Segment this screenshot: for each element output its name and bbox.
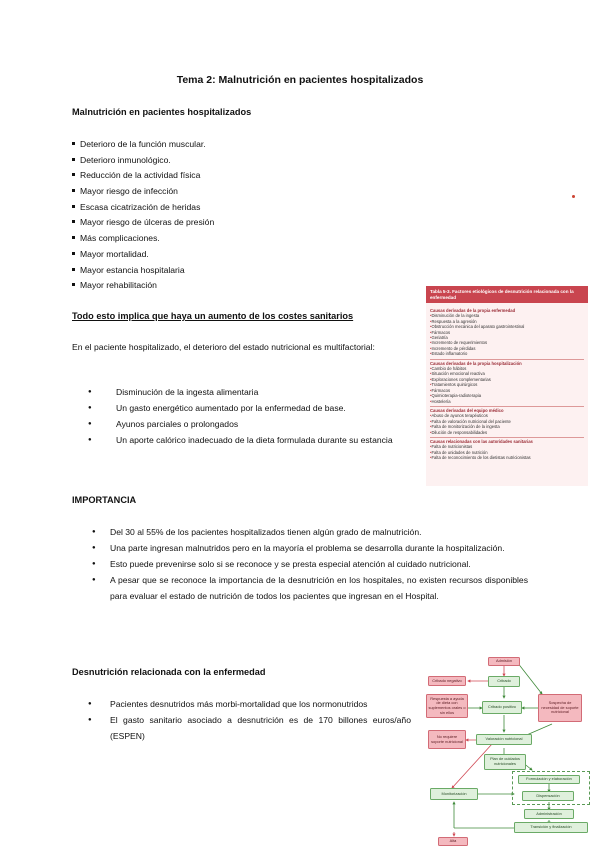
dispensacion-box: Dispensación (522, 791, 574, 801)
importancia-list (92, 524, 528, 604)
cribado-negativo-box: Cribado negativo (428, 676, 466, 686)
table-item: • Geriatría (430, 335, 584, 340)
red-mark (572, 195, 575, 198)
table-item: • Falta de reconocimiento de los dietistas nutricionistas (430, 455, 584, 460)
list-item: Mayor rehabilitación (72, 278, 214, 294)
formulacion-box: Formulación y elaboración (518, 775, 580, 784)
list-item: ● Del 30 al 55% de los pacientes hospitalizados tienen algún grado de malnutrición. (92, 524, 528, 540)
list-item: ● Pacientes desnutridos más morbi-mortalidad que los normonutridos (72, 696, 411, 712)
nutrition-care-flowchart (422, 652, 594, 848)
table-item: • Obstrucción mecánica del aparato gastrointestinal (430, 324, 584, 329)
no-requiere-box: No requiere soporte nutricional (428, 730, 466, 749)
list-item: Reducción de la actividad física (72, 168, 214, 184)
table-item: • Exploraciones complementarias (430, 377, 584, 382)
table-section-heading: Causas derivadas de la propia enfermedad (430, 308, 516, 313)
admision-box: Admisión (488, 657, 520, 666)
consequences-list (72, 137, 214, 294)
respuesta-box: Respuesta a ayuda de dieta con suplementos orales o sin ellos (426, 694, 468, 718)
table-item: • Falta de valoración nutricional del paciente (430, 419, 584, 424)
alta-box: Alta (438, 837, 468, 846)
list-item: Deterioro inmunológico. (72, 153, 214, 169)
list-item: Deterioro de la función muscular. (72, 137, 214, 153)
list-item: Mayor riesgo de úlceras de presión (72, 215, 214, 231)
table-item: • Falta de unidades de nutrición (430, 450, 584, 455)
table-item: • Hostelería (430, 399, 584, 404)
table-section-heading: Causas relacionadas con las autoridades sanitarias (430, 437, 584, 444)
table-title: Tabla 5-3. Factores etiológicos de desnutrición relacionada con la enfermedad (426, 286, 588, 303)
table-item: • Situación emocional reactiva (430, 371, 584, 376)
table-item: • Tratamientos quirúrgicos (430, 382, 584, 387)
monitorizacion-box: Monitorización (430, 788, 478, 800)
sospecha-box: Sospecha de necesidad de soporte nutricional (538, 694, 582, 722)
cribado-positivo-box: Cribado positivo (482, 701, 522, 714)
table-item: • Disminución de la ingesta (430, 313, 584, 318)
table-section-heading: Causas derivadas del equipo médico (430, 406, 584, 413)
desnutricion-list (72, 696, 411, 744)
list-item: ● A pesar que se reconoce la importancia de la desnutrición en los hospitales, no existen recursos disponibles para evaluar el estado de nutrición de todos los pacientes que ingresan en el Hospital. (92, 572, 528, 604)
list-item: ● Disminución de la ingesta alimentaria (88, 384, 419, 400)
list-item: Mayor mortalidad. (72, 247, 214, 263)
cribado-box: Cribado (488, 676, 520, 687)
table-item: • Incremento de pérdidas (430, 346, 584, 351)
section-heading-malnutricion: Malnutrición en pacientes hospitalizados (72, 107, 252, 117)
table-section-heading: Causas derivadas de la propia hospitalización (430, 359, 584, 366)
list-item: ● Un gasto energético aumentado por la enfermedad de base. (88, 400, 419, 416)
table-item: • Falta de nutricionistas (430, 444, 584, 449)
list-item: ● Ayunos parciales o prolongados (88, 416, 419, 432)
page-title: Tema 2: Malnutrición en pacientes hospitalizados (176, 74, 424, 86)
list-item: Escasa cicatrización de heridas (72, 200, 214, 216)
table-item: • Quimioterapia-radioterapia (430, 393, 584, 398)
table-item: • Estado inflamatorio (430, 351, 584, 356)
table-item: • Respuesta a la agresión (430, 319, 584, 324)
list-item: ● Una parte ingresan malnutridos pero en la mayoría el problema se desarrolla durante la hospitalización. (92, 540, 528, 556)
list-item: ● Esto puede prevenirse solo si se reconoce y se presta especial atención al cuidado nutricional. (92, 556, 528, 572)
table-item: • Fármacos (430, 388, 584, 393)
table-item: • Dilución de responsabilidades (430, 430, 584, 435)
plan-box: Plan de cuidados nutricionales (484, 754, 526, 770)
costes-heading: Todo esto implica que haya un aumento de los costes sanitarios (72, 311, 354, 321)
etiology-table (426, 286, 588, 486)
table-item: • Falta de monitorización de la ingesta (430, 424, 584, 429)
section-heading-importancia: IMPORTANCIA (72, 495, 137, 505)
section-heading-desnutricion: Desnutrición relacionada con la enfermedad (72, 667, 266, 677)
multifactorial-intro: En el paciente hospitalizado, el deterioro del estado nutricional es multifactorial: (72, 342, 375, 352)
table-item: • Fármacos (430, 330, 584, 335)
list-item: Mayor estancia hospitalaria (72, 263, 214, 279)
table-item: • Incremento de requerimientos (430, 340, 584, 345)
transicion-box: Transición y finalización (514, 822, 588, 833)
list-item: Más complicaciones. (72, 231, 214, 247)
administracion-box: Administración (524, 809, 574, 819)
multifactorial-list (88, 384, 419, 448)
table-item: • Cambio de hábitos (430, 366, 584, 371)
valoracion-box: Valoración nutricional (476, 734, 532, 745)
list-item: Mayor riesgo de infección (72, 184, 214, 200)
list-item: ● Un aporte calórico inadecuado de la dieta formulada durante su estancia (88, 432, 419, 448)
table-item: • Abuso de ayunos terapéuticos (430, 413, 584, 418)
list-item: ● El gasto sanitario asociado a desnutrición es de 170 billones euros/año (ESPEN) (72, 712, 411, 744)
